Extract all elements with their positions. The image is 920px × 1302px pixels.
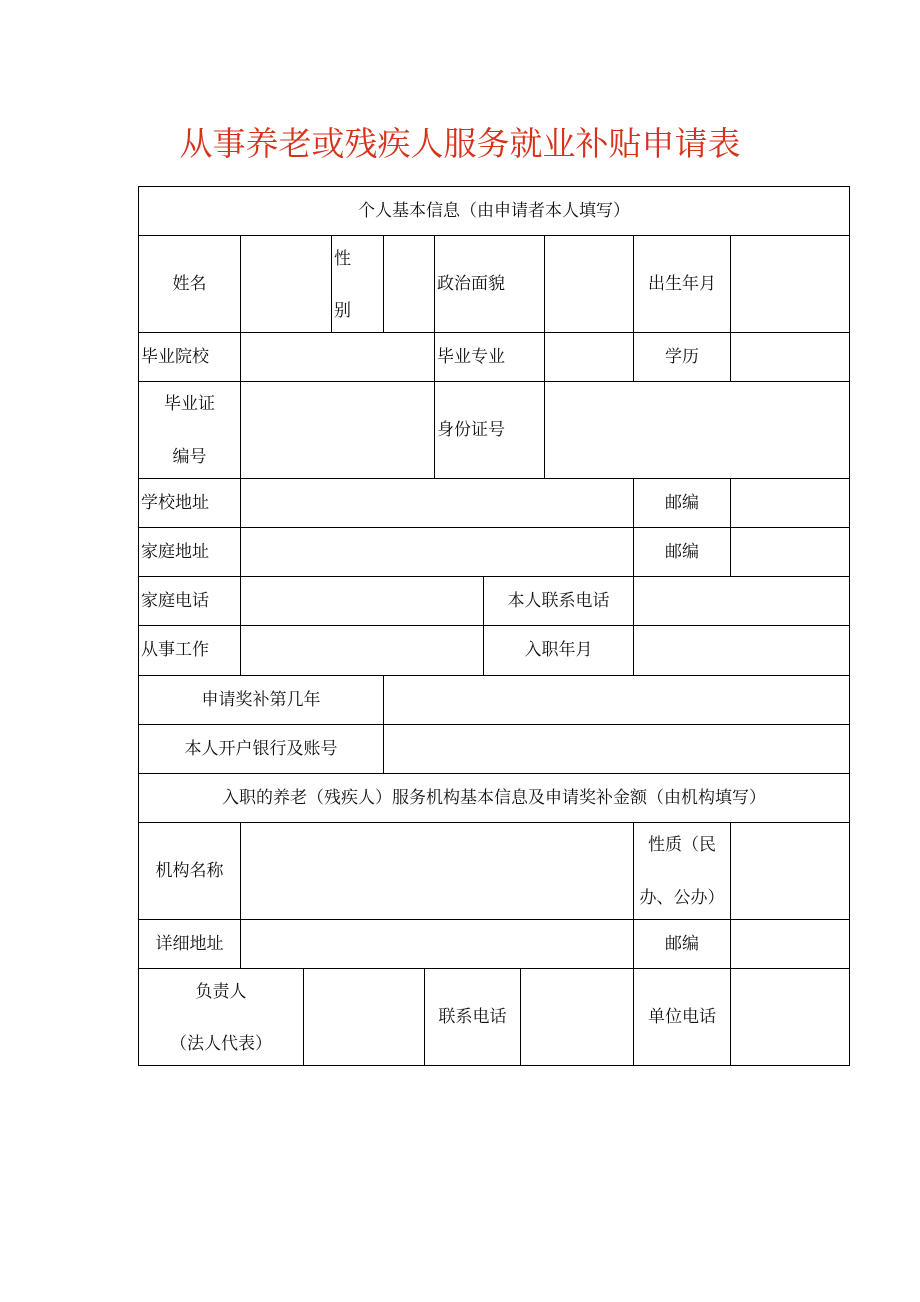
home-postcode-label: 邮编 (633, 527, 731, 577)
gender-field[interactable] (383, 235, 435, 333)
leader-label (138, 968, 304, 1066)
job-field[interactable] (240, 625, 484, 676)
school-address-field[interactable] (240, 478, 634, 528)
org-nature-label-line1: 性质（民 (648, 835, 716, 855)
birth-date-field[interactable] (730, 235, 850, 333)
id-number-field[interactable] (544, 381, 850, 479)
org-name-label: 机构名称 (138, 822, 241, 920)
cert-number-label-line1: 毕业证 (164, 394, 215, 414)
detail-address-field[interactable] (240, 919, 634, 969)
education-field[interactable] (730, 332, 850, 382)
home-phone-label: 家庭电话 (138, 576, 241, 626)
org-name-field[interactable] (240, 822, 634, 920)
org-postcode-field[interactable] (730, 919, 850, 969)
org-nature-label-line2: 办、公办） (639, 888, 725, 908)
birth-date-label: 出生年月 (633, 235, 731, 333)
name-label: 姓名 (138, 235, 241, 333)
school-label: 毕业院校 (138, 332, 241, 382)
name-field[interactable] (240, 235, 332, 333)
cert-number-label (138, 381, 241, 479)
hire-date-label: 入职年月 (483, 625, 634, 676)
leader-field[interactable] (303, 968, 425, 1066)
subsidy-year-field[interactable] (383, 675, 850, 725)
section-header-personal: 个人基本信息（由申请者本人填写） (138, 186, 850, 236)
leader-label-line1: 负责人 (195, 982, 247, 1002)
major-field[interactable] (544, 332, 634, 382)
org-postcode-label: 邮编 (633, 919, 731, 969)
home-address-label: 家庭地址 (138, 527, 241, 577)
school-field[interactable] (240, 332, 435, 382)
hire-date-field[interactable] (633, 625, 850, 676)
school-address-label: 学校地址 (138, 478, 241, 528)
political-status-field[interactable] (544, 235, 634, 333)
gender-label-line1: 性 (334, 249, 351, 269)
subsidy-year-label: 申请奖补第几年 (138, 675, 384, 725)
home-address-field[interactable] (240, 527, 634, 577)
leader-label-line2: （法人代表） (170, 1034, 272, 1054)
home-phone-field[interactable] (240, 576, 484, 626)
major-label: 毕业专业 (434, 332, 545, 382)
cert-number-field[interactable] (240, 381, 435, 479)
cert-number-label-line2: 编号 (172, 447, 207, 467)
unit-phone-label: 单位电话 (633, 968, 731, 1066)
political-status-label: 政治面貌 (434, 235, 545, 333)
school-postcode-label: 邮编 (633, 478, 731, 528)
unit-phone-field[interactable] (730, 968, 850, 1066)
org-nature-label (633, 822, 731, 920)
gender-label (331, 235, 384, 333)
bank-account-label: 本人开户银行及账号 (138, 724, 384, 774)
section-header-institution: 入职的养老（残疾人）服务机构基本信息及申请奖补金额（由机构填写） (138, 773, 850, 823)
gender-label-line2: 别 (334, 301, 351, 321)
education-label: 学历 (633, 332, 731, 382)
form-title: 从事养老或残疾人服务就业补贴申请表 (179, 124, 741, 163)
contact-phone-label: 联系电话 (424, 968, 521, 1066)
contact-phone-field[interactable] (520, 968, 634, 1066)
bank-account-field[interactable] (383, 724, 850, 774)
school-postcode-field[interactable] (730, 478, 850, 528)
personal-phone-field[interactable] (633, 576, 850, 626)
org-nature-field[interactable] (730, 822, 850, 920)
personal-phone-label: 本人联系电话 (483, 576, 634, 626)
home-postcode-field[interactable] (730, 527, 850, 577)
id-number-label: 身份证号 (434, 381, 545, 479)
job-label: 从事工作 (138, 625, 241, 676)
detail-address-label: 详细地址 (138, 919, 241, 969)
